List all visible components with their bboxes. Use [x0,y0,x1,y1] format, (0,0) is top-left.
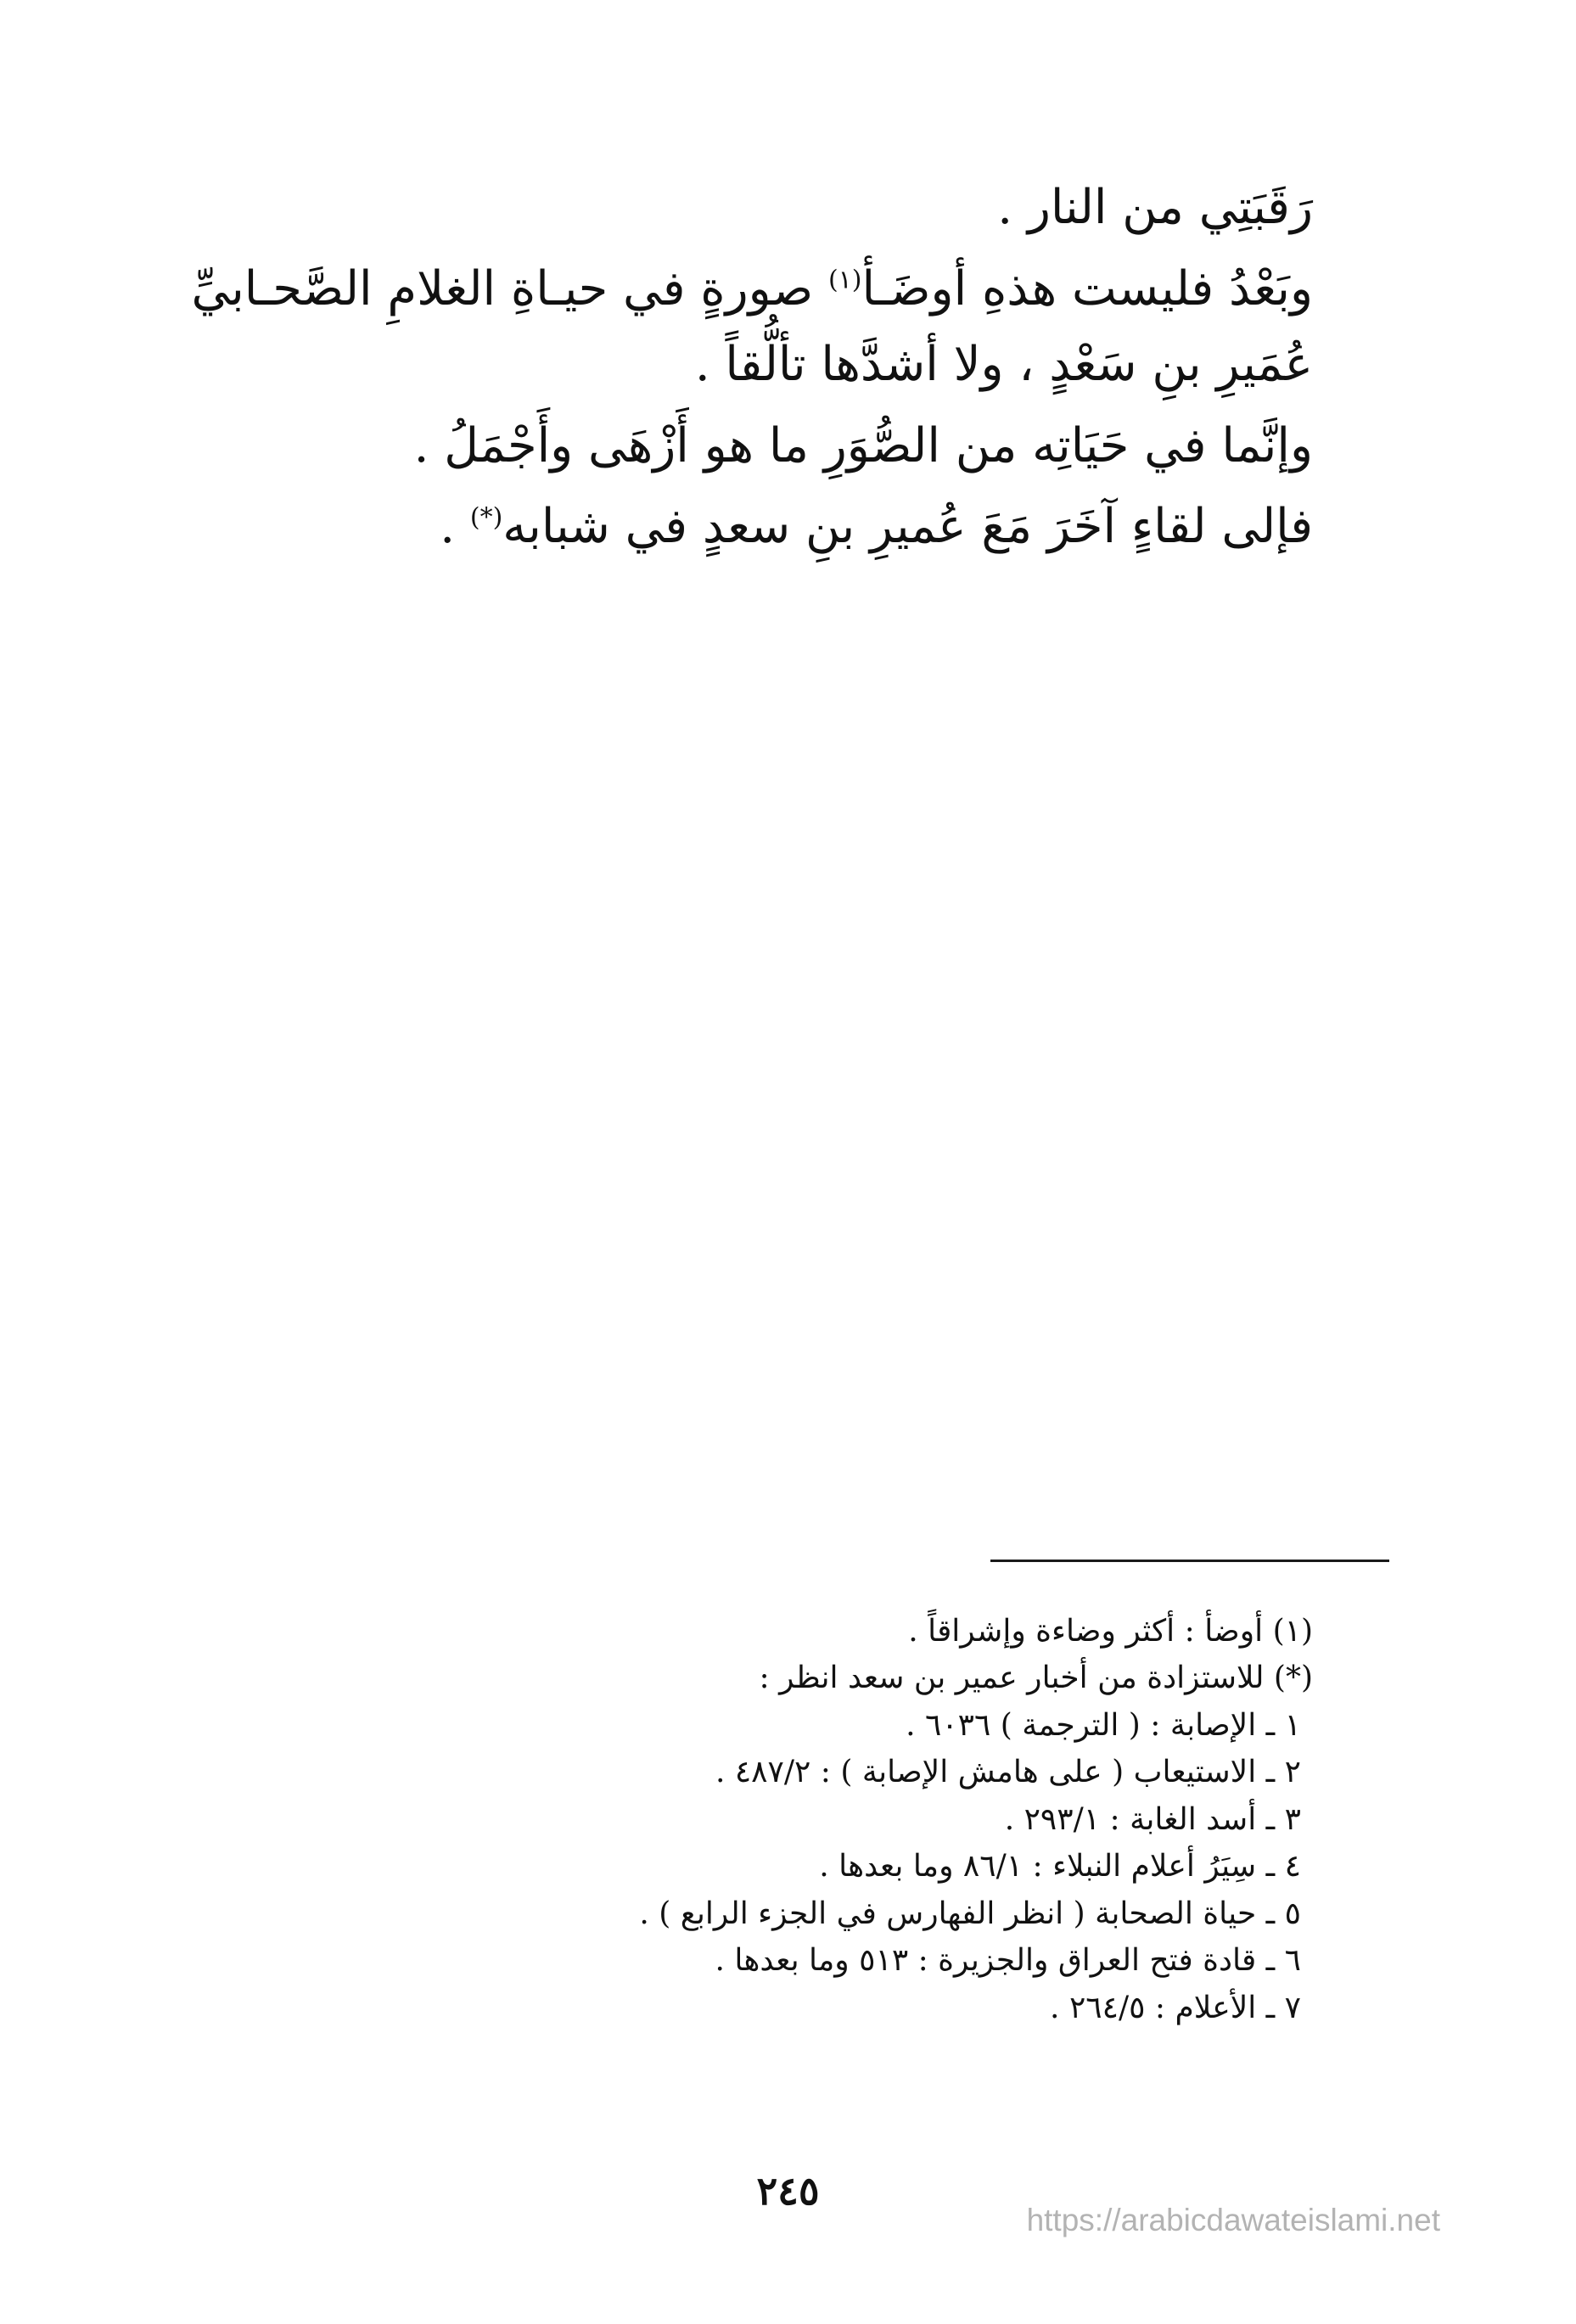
footnotes-section [379,1608,1313,2031]
footnote-marker-1[interactable]: (١) [827,264,862,294]
reference-item-4: ٤ ـ سِيَرُ أعلام النبلاء : ٨٦/١ وما بعدها . [819,1849,1301,1884]
paragraph-2-start: وبَعْدُ فليست هذهِ أوضَـأ [861,260,1313,316]
main-text [125,170,1313,565]
watermark-url: https://arabicdawateislami.net [1026,2203,1440,2237]
paragraph-3: وإنَّما في حَيَاتِه من الصُّوَرِ ما هو أَزْهَى وأَجْمَلُ . [413,417,1313,473]
paragraph-4-end: . [440,499,470,555]
paragraph-4 [125,489,1313,565]
page-number: ٢٤٥ [756,2168,820,2214]
reference-item-7: ٧ ـ الأعلام : ٢٦٤/٥ . [1050,1990,1301,2025]
footnote-divider [990,1560,1389,1562]
footnote-1: (١) أوضأ : أكثر وضاءة وإشراقاً . [908,1614,1313,1649]
paragraph-2 [125,251,1313,403]
reference-item-3: ٣ ـ أسد الغابة : ٢٩٣/١ . [1004,1801,1301,1837]
paragraph-4-start: فإلى لقاءٍ آخَرَ مَعَ عُميرِ بنِ سعدٍ في شبابه [502,499,1313,555]
paragraph-2-end: صورةٍ في حيـاةِ الغلامِ الصَّحـابيِّ عُمَيرِ بنِ سَعْدٍ ، ولا أشدَّها تألُّقاً . [191,260,1313,393]
reference-item-6: ٦ ـ قادة فتح العراق والجزيرة : ٥١٣ وما بعدها . [715,1943,1301,1979]
footnote-star: (*) للاستزادة من أخبار عمير بن سعد انظر : [759,1660,1313,1696]
reference-item-2: ٢ ـ الاستيعاب ( على هامش الإصابة ) : ٤٨٧/٢ . [715,1755,1301,1790]
footnote-marker-star[interactable]: (*) [469,502,503,533]
text-line-continuation: رَقَبَتِي من النار . [997,180,1313,235]
reference-item-5: ٥ ـ حياة الصحابة ( انظر الفهارس في الجزء الرابع ) . [639,1896,1301,1931]
reference-item-1: ١ ـ الإصابة : ( الترجمة ) ٦٠٣٦ . [906,1707,1301,1743]
